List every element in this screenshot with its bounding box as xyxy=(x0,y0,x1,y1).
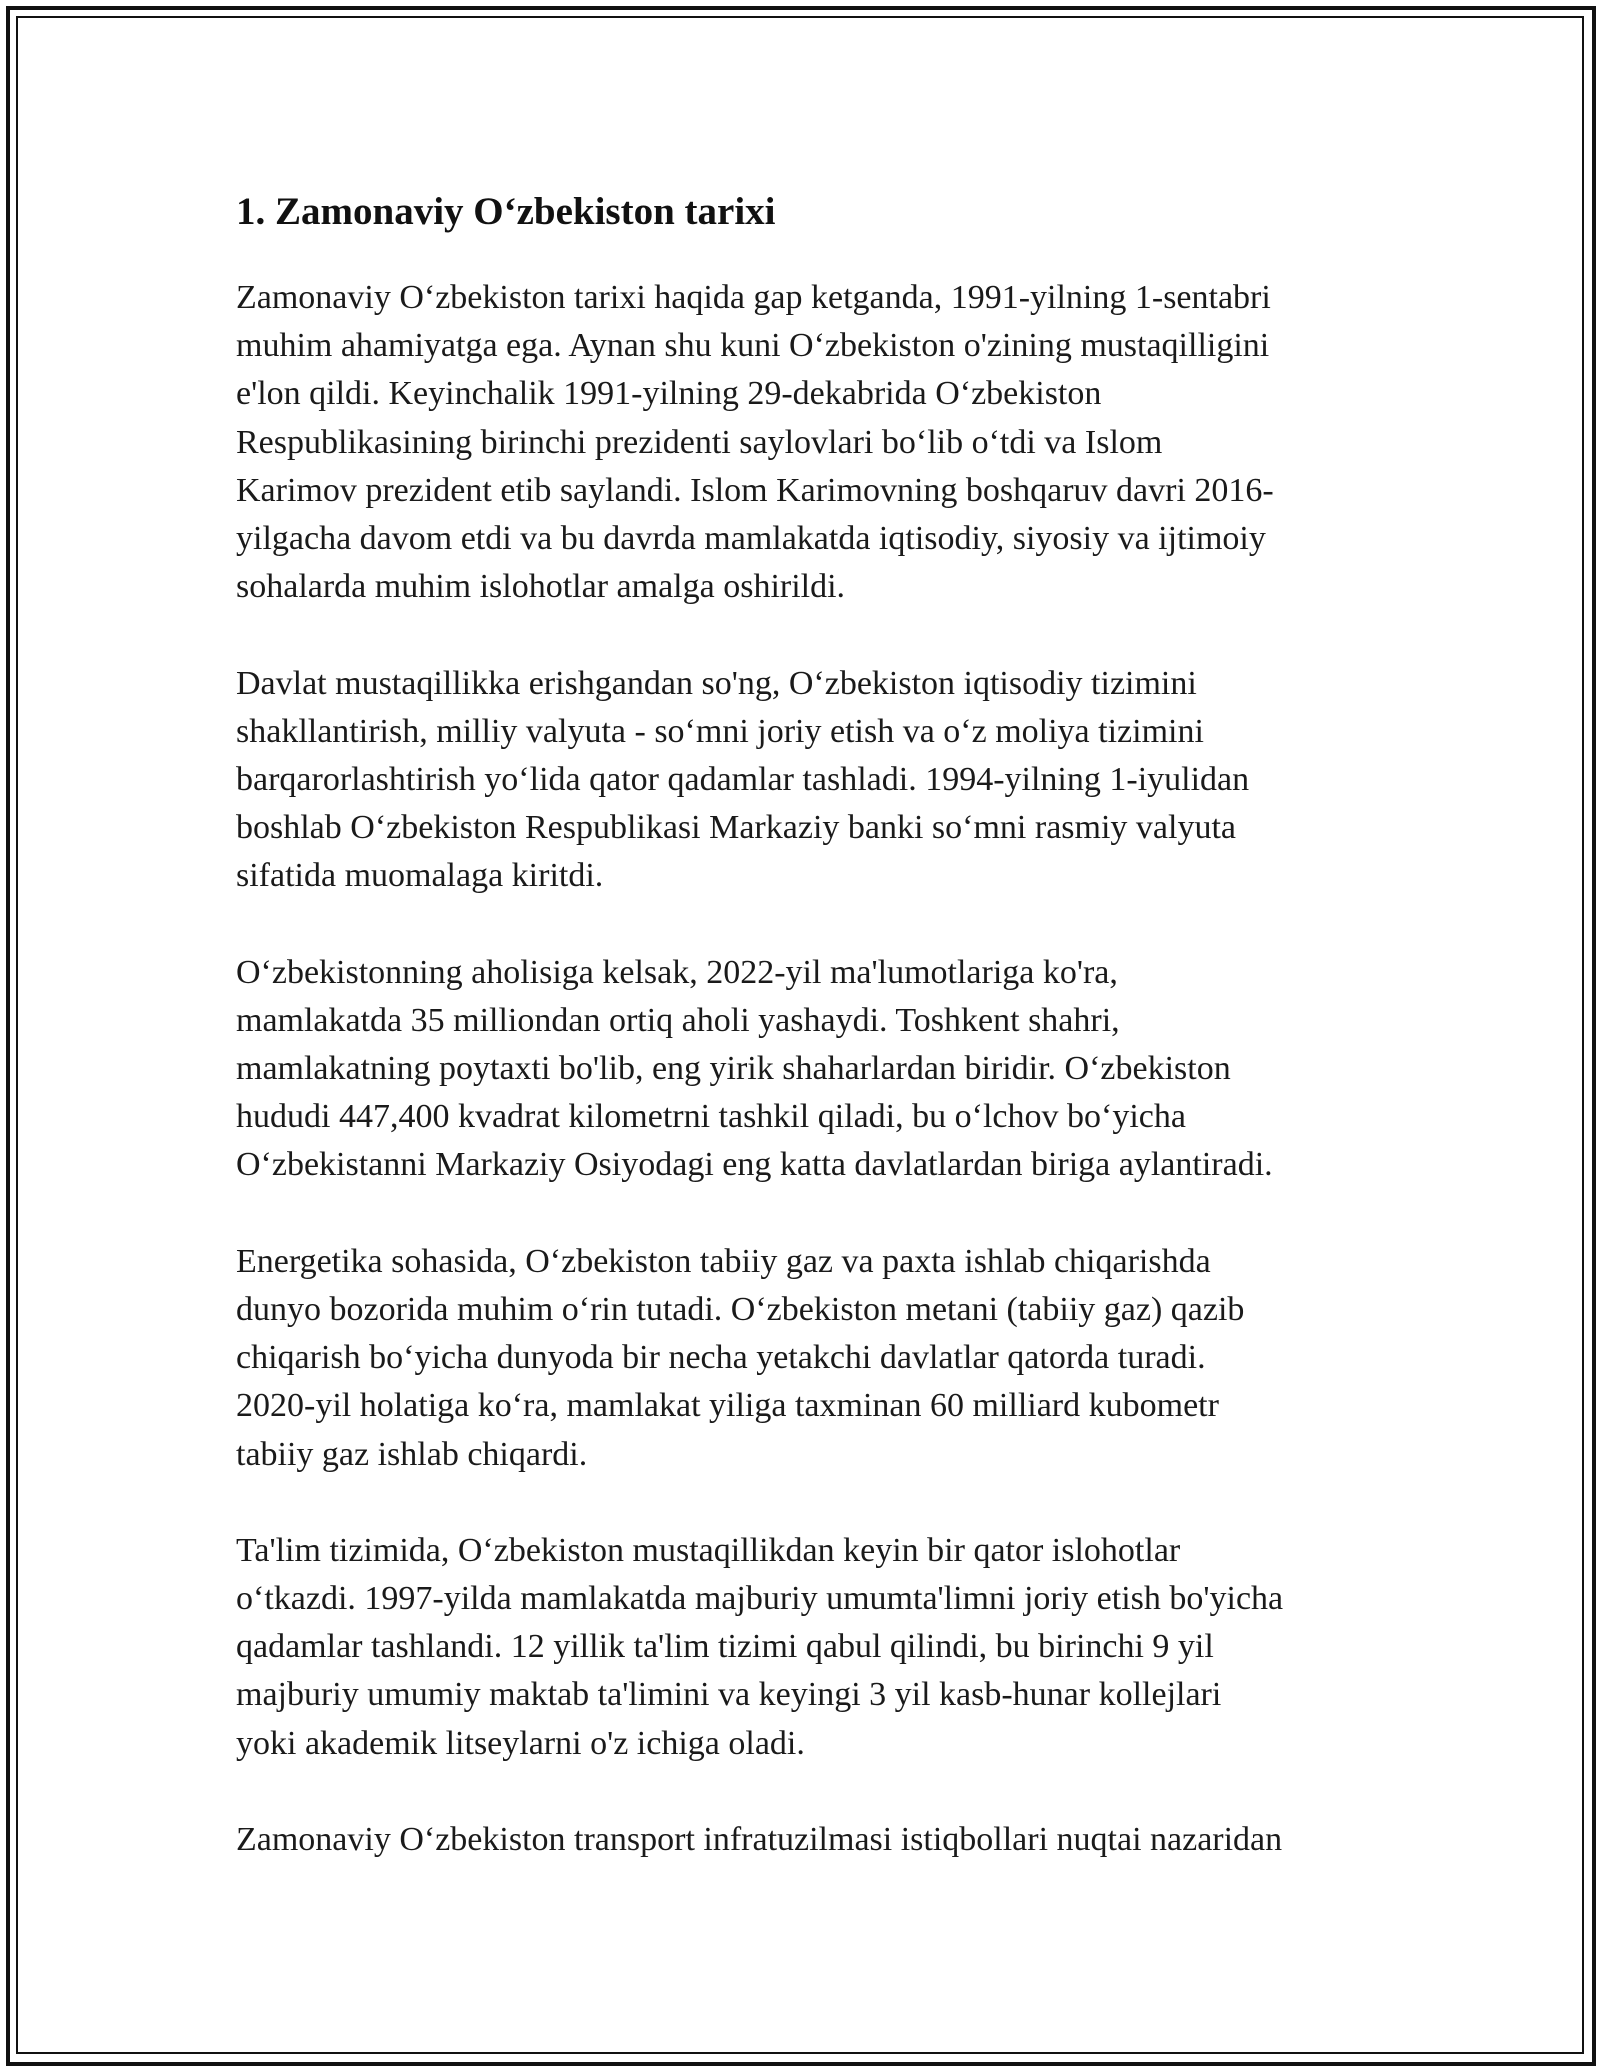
text-line: sohalarda muhim islohotlar amalga oshirildi. xyxy=(236,568,846,606)
text-line: shakllantirish, milliy valyuta - so‘mni joriy etish va o‘z moliya tizimini xyxy=(236,712,1204,750)
text-line: dunyo bozorida muhim o‘rin tutadi. O‘zbekiston metani (tabiiy gaz) qazib xyxy=(236,1290,1245,1328)
text-line: sifatida muomalaga kiritdi. xyxy=(236,857,604,895)
paragraph-1 xyxy=(236,274,1376,611)
text-line: o‘tkazdi. 1997-yilda mamlakatda majburiy umumta'limni joriy etish bo'yicha xyxy=(236,1580,1284,1618)
paragraph-4 xyxy=(236,1238,1376,1479)
text-line: Ta'lim tizimida, O‘zbekiston mustaqillikdan keyin bir qator islohotlar xyxy=(236,1531,1181,1569)
text-line: mamlakatning poytaxti bo'lib, eng yirik shaharlardan biridir. O‘zbekiston xyxy=(236,1050,1231,1087)
paragraph-gap xyxy=(236,900,1376,948)
paragraph-2 xyxy=(236,660,1376,901)
document-body xyxy=(236,274,1376,1864)
text-line: Energetika sohasida, O‘zbekiston tabiiy gaz va paxta ishlab chiqarishda xyxy=(236,1242,1211,1280)
text-line: yoki akademik litseylarni o'z ichiga oladi. xyxy=(236,1724,805,1762)
text-line: boshlab O‘zbekiston Respublikasi Markaziy banki so‘mni rasmiy valyuta xyxy=(236,809,1236,847)
text-line: Davlat mustaqillikka erishgandan so'ng, O‘zbekiston iqtisodiy tizimini xyxy=(236,664,1197,702)
text-line: Zamonaviy O‘zbekiston transport infratuzilmasi istiqbollari nuqtai nazaridan xyxy=(236,1821,1283,1858)
text-line: O‘zbekistanni Markaziy Osiyodagi eng katta davlatlardan biriga aylantiradi. xyxy=(236,1146,1273,1184)
paragraph-gap xyxy=(236,1768,1376,1816)
text-line: qadamlar tashlandi. 12 yillik ta'lim tizimi qabul qilindi, bu birinchi 9 yil xyxy=(236,1628,1214,1666)
text-line: hududi 447,400 kvadrat kilometrni tashkil qiladi, bu o‘lchov bo‘yicha xyxy=(236,1098,1186,1136)
document-page xyxy=(236,184,1376,1864)
text-line: Karimov prezident etib saylandi. Islom Karimovning boshqaruv davri 2016- xyxy=(236,471,1274,509)
text-line: chiqarish bo‘yicha dunyoda bir necha yetakchi davlatlar qatorda turadi. xyxy=(236,1339,1206,1377)
paragraph-gap xyxy=(236,1190,1376,1238)
text-line: tabiiy gaz ishlab chiqardi. xyxy=(236,1435,588,1473)
paragraph-gap xyxy=(236,611,1376,659)
text-line: muhim ahamiyatga ega. Aynan shu kuni O‘zbekiston o'zining mustaqilligini xyxy=(236,327,1270,365)
text-line: yilgacha davom etdi va bu davrda mamlakatda iqtisodiy, siyosiy va ijtimoiy xyxy=(236,519,1266,557)
text-line: Respublikasining birinchi prezidenti saylovlari bo‘lib o‘tdi va Islom xyxy=(236,423,1163,461)
paragraph-6 xyxy=(236,1816,1376,1864)
section-heading: 1. Zamonaviy O‘zbekiston tarixi xyxy=(236,190,776,233)
text-line: barqarorlashtirish yo‘lida qator qadamlar tashladi. 1994-yilning 1-iyulidan xyxy=(236,760,1250,798)
text-line: O‘zbekistonning aholisiga kelsak, 2022-yil ma'lumotlariga ko'ra, xyxy=(236,953,1118,991)
paragraph-5 xyxy=(236,1527,1376,1768)
text-line: 2020-yil holatiga ko‘ra, mamlakat yiliga taxminan 60 milliard kubometr xyxy=(236,1387,1219,1425)
text-line: e'lon qildi. Keyinchalik 1991-yilning 29-dekabrida O‘zbekiston xyxy=(236,375,1102,413)
paragraph-gap xyxy=(236,1479,1376,1527)
paragraph-3 xyxy=(236,949,1376,1190)
text-line: Zamonaviy O‘zbekiston tarixi haqida gap ketganda, 1991-yilning 1-sentabri xyxy=(236,279,1271,316)
text-line: majburiy umumiy maktab ta'limini va keyingi 3 yil kasb-hunar kollejlari xyxy=(236,1676,1222,1714)
text-line: mamlakatda 35 milliondan ortiq aholi yashaydi. Toshkent shahri, xyxy=(236,1001,1120,1039)
